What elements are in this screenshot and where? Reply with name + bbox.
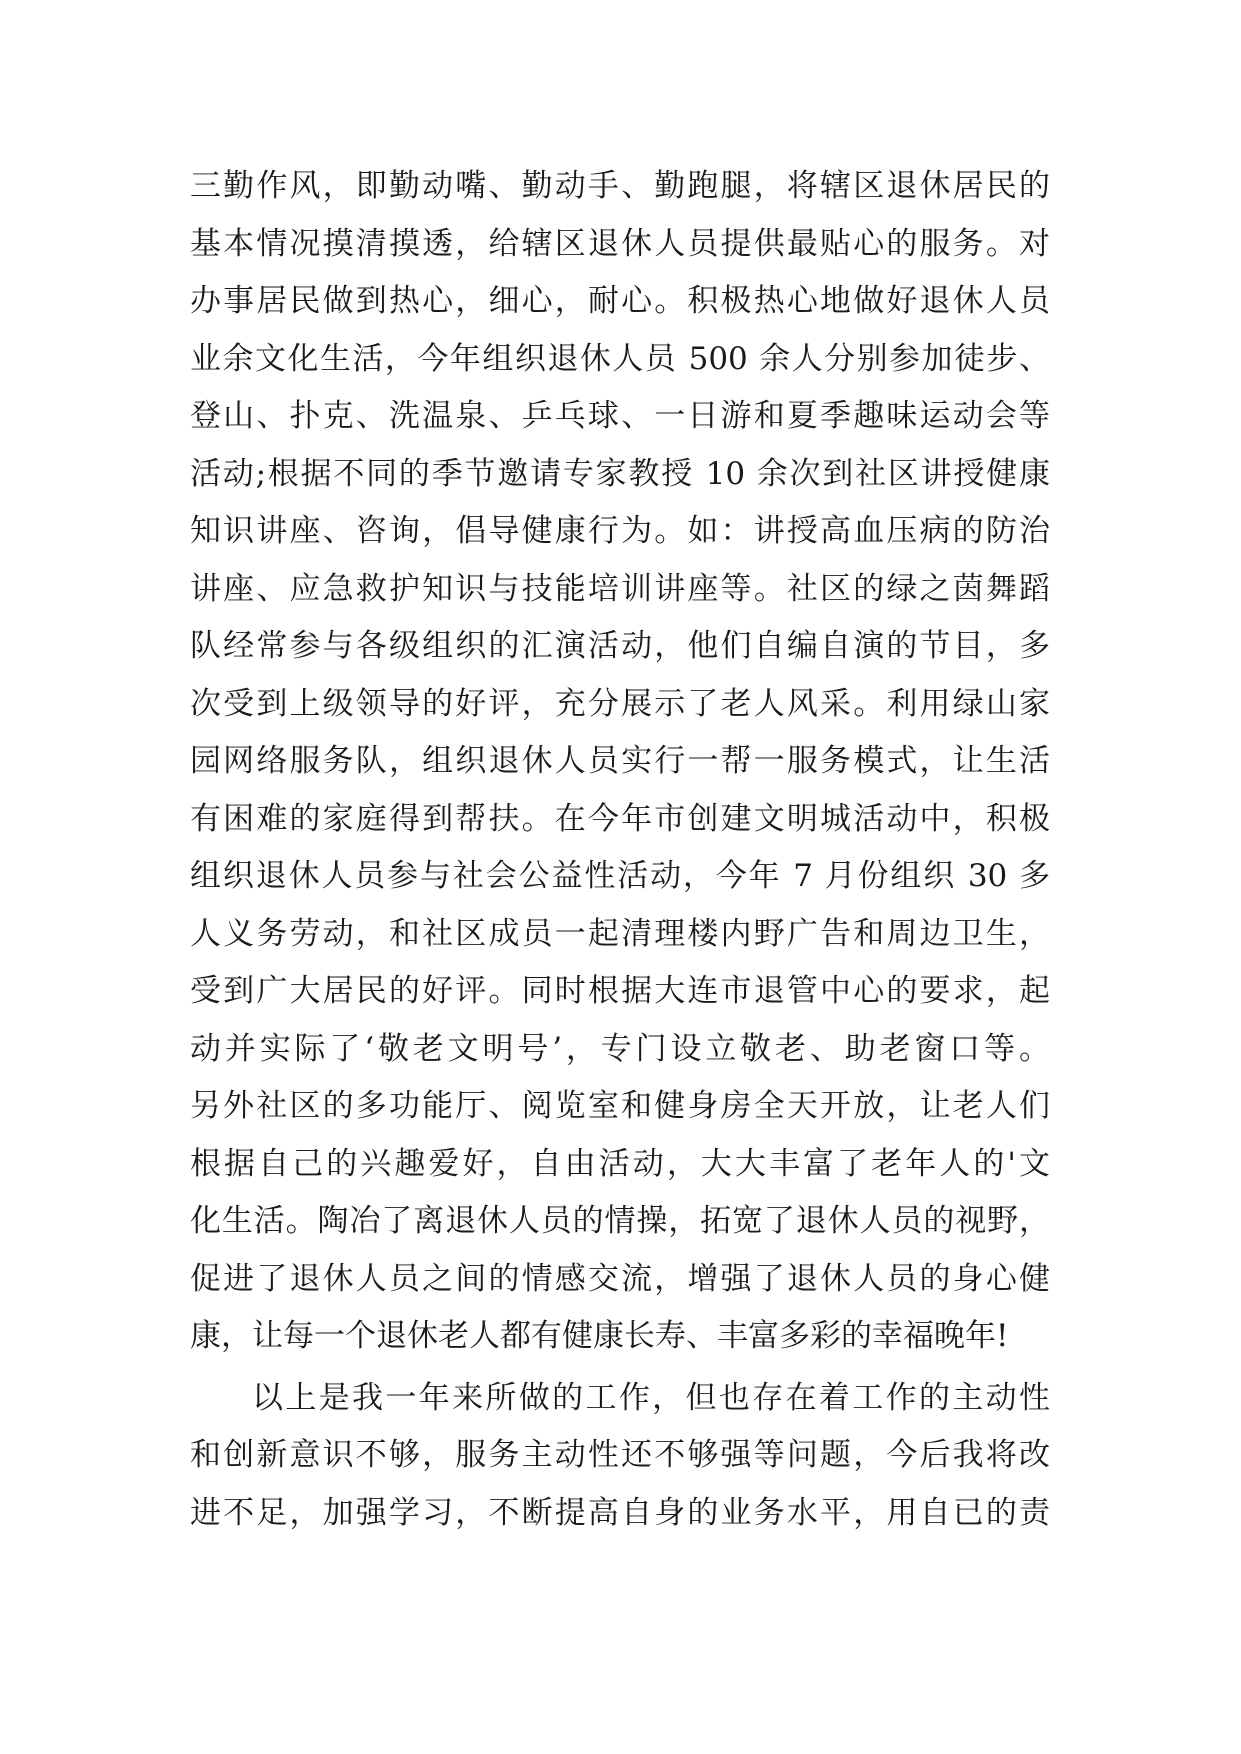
text-line: 园网络服务队，组织退休人员实行一帮一服务模式，让生活 xyxy=(190,743,1050,779)
text-line: 受到广大居民的好评。同时根据大连市退管中心的要求，起 xyxy=(190,973,1050,1009)
text-line: 登山、扑克、洗温泉、乒乓球、一日游和夏季趣味运动会等 xyxy=(190,398,1050,434)
text-line: 次受到上级领导的好评，充分展示了老人风采。利用绿山家 xyxy=(190,685,1050,722)
text-line: 有困难的家庭得到帮扶。在今年市创建文明城活动中，积极 xyxy=(190,800,1050,837)
text-line: 化生活。陶冶了离退休人员的情操，拓宽了退休人员的视野， xyxy=(190,1203,1050,1239)
body-text xyxy=(190,158,1050,1542)
text-line: 办事居民做到热心，细心，耐心。积极热心地做好退休人员 xyxy=(190,283,1050,319)
text-line: 三勤作风，即勤动嘴、勤动手、勤跑腿，将辖区退休居民的 xyxy=(190,168,1050,204)
text-line: 根据自己的兴趣爱好，自由活动，大大丰富了老年人的'文 xyxy=(190,1145,1050,1182)
paragraph-1 xyxy=(190,158,1050,1366)
text-line: 动并实际了‘敬老文明号’，专门设立敬老、助老窗口等。 xyxy=(190,1030,1050,1067)
paragraph-2 xyxy=(190,1370,1050,1543)
text-line: 人义务劳动，和社区成员一起清理楼内野广告和周边卫生， xyxy=(190,915,1050,952)
text-line: 进不足，加强学习，不断提高自身的业务水平，用自已的责 xyxy=(190,1494,1050,1531)
text-line: 基本情况摸清摸透，给辖区退休人员提供最贴心的服务。对 xyxy=(190,225,1050,262)
text-line: 和创新意识不够，服务主动性还不够强等问题，今后我将改 xyxy=(190,1437,1050,1473)
text-line: 知识讲座、咨询，倡导健康行为。如：讲授高血压病的防治 xyxy=(190,513,1050,549)
text-line: 以上是我一年来所做的工作，但也存在着工作的主动性 xyxy=(252,1379,1050,1416)
text-line: 活动;根据不同的季节邀请专家教授 10 余次到社区讲授健康 xyxy=(190,455,1050,492)
text-line: 另外社区的多功能厅、阅览室和健身房全天开放，让老人们 xyxy=(190,1088,1050,1124)
text-line: 队经常参与各级组织的汇演活动，他们自编自演的节目，多 xyxy=(190,628,1050,664)
text-line: 康，让每一个退休老人都有健康长寿、丰富多彩的幸福晚年! xyxy=(190,1318,1009,1354)
text-line: 讲座、应急救护知识与技能培训讲座等。社区的绿之茵舞蹈 xyxy=(190,570,1050,607)
text-line: 业余文化生活，今年组织退休人员 500 余人分别参加徒步、 xyxy=(190,340,1050,377)
text-line: 组织退休人员参与社会公益性活动，今年 7 月份组织 30 多 xyxy=(190,858,1050,894)
text-line: 促进了退休人员之间的情感交流，增强了退休人员的身心健 xyxy=(190,1260,1050,1297)
